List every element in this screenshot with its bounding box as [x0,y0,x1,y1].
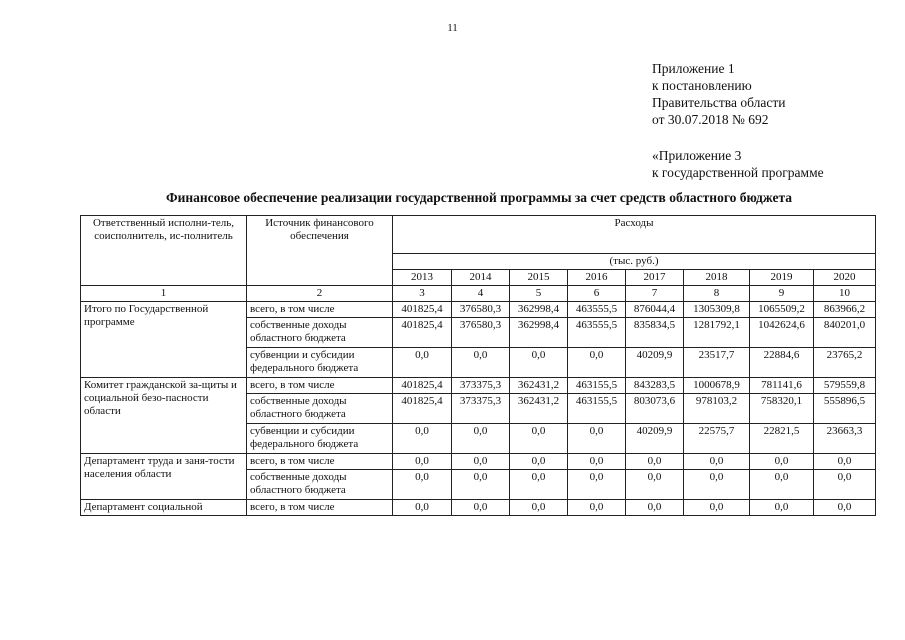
year-header-cell: 2015 [510,270,568,286]
value-cell: 0,0 [393,424,452,454]
value-cell: 22884,6 [750,348,814,378]
source-cell: собственные доходы областного бюджета [247,318,393,348]
column-number-cell: 6 [568,286,626,302]
header-executor: Ответственный исполни-тель, соисполнитель, ис-полнитель [81,216,247,286]
value-cell: 401825,4 [393,318,452,348]
source-cell: субвенции и субсидии федерального бюджета [247,348,393,378]
value-cell: 463155,5 [568,394,626,424]
value-cell: 40209,9 [626,424,684,454]
value-cell: 579559,8 [814,378,876,394]
value-cell: 0,0 [626,470,684,500]
column-number-cell: 2 [247,286,393,302]
year-header-cell: 2016 [568,270,626,286]
value-cell: 0,0 [814,454,876,470]
value-cell: 23517,7 [684,348,750,378]
value-cell: 376580,3 [452,302,510,318]
value-cell: 876044,4 [626,302,684,318]
value-cell: 0,0 [510,454,568,470]
value-cell: 978103,2 [684,394,750,424]
column-number-cell: 1 [81,286,247,302]
table-row [81,378,876,394]
value-cell: 0,0 [814,500,876,516]
table-row [81,302,876,318]
column-number-cell: 10 [814,286,876,302]
value-cell: 23765,2 [814,348,876,378]
budget-table [80,215,876,516]
value-cell: 0,0 [568,500,626,516]
value-cell: 0,0 [510,470,568,500]
value-cell: 0,0 [684,470,750,500]
value-cell: 0,0 [684,500,750,516]
appendix-line: «Приложение 3 [652,148,742,163]
column-number-cell: 7 [626,286,684,302]
column-number-cell: 5 [510,286,568,302]
value-cell: 0,0 [510,424,568,454]
header-source: Источник финансового обеспечения [247,216,393,286]
year-header-cell: 2019 [750,270,814,286]
year-header-cell: 2017 [626,270,684,286]
value-cell: 555896,5 [814,394,876,424]
value-cell: 373375,3 [452,394,510,424]
value-cell: 803073,6 [626,394,684,424]
document-title: Финансовое обеспечение реализации государственной программы за счет средств областного бюджета [166,190,793,205]
year-header-cell: 2014 [452,270,510,286]
value-cell: 0,0 [452,348,510,378]
source-cell: собственные доходы областного бюджета [247,470,393,500]
appendix-block [652,60,785,128]
executor-cell: Департамент труда и заня-тости населения области [81,454,247,500]
value-cell: 362998,4 [510,302,568,318]
value-cell: 40209,9 [626,348,684,378]
value-cell: 843283,5 [626,378,684,394]
source-cell: субвенции и субсидии федерального бюджета [247,424,393,454]
table-row [81,500,876,516]
value-cell: 463555,5 [568,318,626,348]
value-cell: 376580,3 [452,318,510,348]
value-cell: 781141,6 [750,378,814,394]
value-cell: 0,0 [750,454,814,470]
value-cell: 1042624,6 [750,318,814,348]
appendix-line: Правительства области [652,95,786,110]
value-cell: 1281792,1 [684,318,750,348]
value-cell: 0,0 [510,500,568,516]
year-header-cell: 2020 [814,270,876,286]
value-cell: 0,0 [393,454,452,470]
value-cell: 22575,7 [684,424,750,454]
column-number-cell: 9 [750,286,814,302]
value-cell: 0,0 [750,500,814,516]
source-cell: всего, в том числе [247,378,393,394]
executor-cell: Комитет гражданской за-щиты и социальной безо-пасности области [81,378,247,454]
value-cell: 0,0 [750,470,814,500]
column-number-cell: 3 [393,286,452,302]
page-number: 11 [447,22,458,34]
column-number-cell: 8 [684,286,750,302]
appendix-line: к постановлению [652,78,752,93]
value-cell: 362431,2 [510,378,568,394]
value-cell: 0,0 [510,348,568,378]
source-cell: всего, в том числе [247,454,393,470]
header-expenses: Расходы [393,216,876,254]
value-cell: 373375,3 [452,378,510,394]
year-header-cell: 2013 [393,270,452,286]
value-cell: 0,0 [626,454,684,470]
value-cell: 835834,5 [626,318,684,348]
value-cell: 0,0 [568,454,626,470]
value-cell: 401825,4 [393,302,452,318]
executor-cell: Департамент социальной [81,500,247,516]
value-cell: 463155,5 [568,378,626,394]
value-cell: 362431,2 [510,394,568,424]
value-cell: 0,0 [568,470,626,500]
table-row [81,454,876,470]
value-cell: 0,0 [452,500,510,516]
value-cell: 0,0 [393,470,452,500]
year-header-cell: 2018 [684,270,750,286]
source-cell: всего, в том числе [247,500,393,516]
value-cell: 758320,1 [750,394,814,424]
value-cell: 401825,4 [393,394,452,424]
value-cell: 1305309,8 [684,302,750,318]
value-cell: 0,0 [568,348,626,378]
value-cell: 840201,0 [814,318,876,348]
appendix-line: к государственной программе [652,165,824,180]
value-cell: 0,0 [626,500,684,516]
value-cell: 1065509,2 [750,302,814,318]
value-cell: 0,0 [684,454,750,470]
header-units: (тыс. руб.) [393,254,876,270]
value-cell: 0,0 [393,348,452,378]
value-cell: 463555,5 [568,302,626,318]
value-cell: 23663,3 [814,424,876,454]
value-cell: 362998,4 [510,318,568,348]
value-cell: 1000678,9 [684,378,750,394]
source-cell: всего, в том числе [247,302,393,318]
value-cell: 0,0 [814,470,876,500]
appendix-line: от 30.07.2018 № 692 [652,112,769,127]
executor-cell: Итого по Государственной программе [81,302,247,378]
appendix-program-block [652,147,824,181]
value-cell: 0,0 [568,424,626,454]
value-cell: 0,0 [452,424,510,454]
value-cell: 0,0 [393,500,452,516]
value-cell: 401825,4 [393,378,452,394]
column-number-cell: 4 [452,286,510,302]
appendix-line: Приложение 1 [652,61,735,76]
source-cell: собственные доходы областного бюджета [247,394,393,424]
value-cell: 863966,2 [814,302,876,318]
value-cell: 0,0 [452,470,510,500]
value-cell: 0,0 [452,454,510,470]
value-cell: 22821,5 [750,424,814,454]
